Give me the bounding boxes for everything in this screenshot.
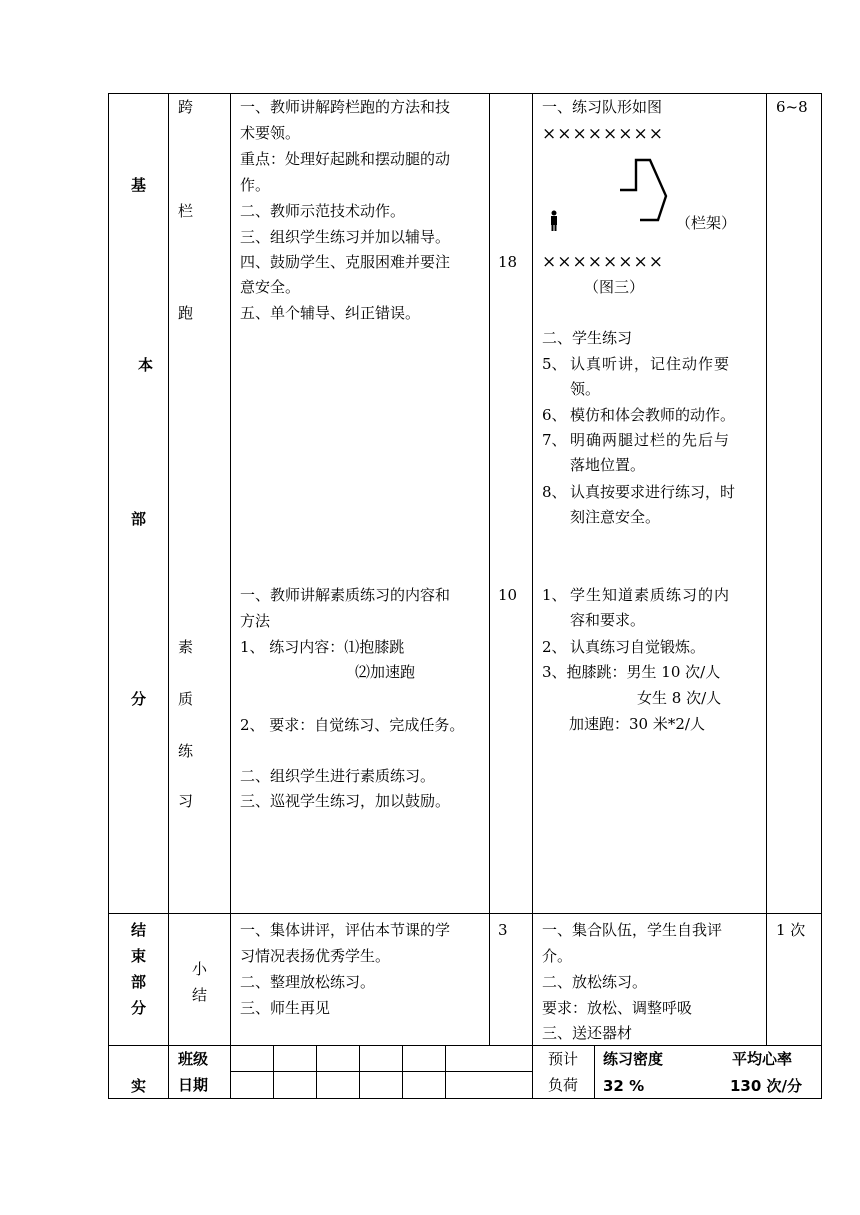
time-minutes: 3 (498, 921, 508, 939)
practice-title: 二、学生练习 (542, 329, 633, 347)
section-label-char: 分 (131, 690, 147, 708)
teacher-line: 三、师生再见 (240, 999, 331, 1017)
heart-rate-value: 130 次/分 (730, 1077, 803, 1095)
list-text: 认真听讲，记住动作要 (570, 355, 731, 373)
teacher-line: 二、整理放松练习。 (240, 973, 376, 991)
requirement: 2、 要求：自觉练习、完成任务。 (240, 716, 465, 734)
time-minutes: 10 (498, 586, 518, 604)
formation-crosses: ×××××××× (542, 252, 664, 272)
teacher-line: 意安全。 (240, 278, 301, 296)
teacher-line: 一、教师讲解跨栏跑的方法和技 (240, 98, 451, 116)
class-label: 班级 (178, 1050, 209, 1068)
teacher-line: 三、组织学生练习并加以辅导。 (240, 228, 451, 246)
footer-label: 实 (131, 1077, 147, 1095)
list-text: 刻注意安全。 (570, 508, 661, 526)
list-number: 6、 (542, 406, 567, 424)
hurdle-figure (612, 156, 676, 228)
teacher-line: 一、集体讲评，评估本节课的学 (240, 921, 451, 939)
teacher-line: 五、单个辅导、纠正错误。 (240, 304, 421, 322)
teacher-line: 二、组织学生进行素质练习。 (240, 767, 436, 785)
teacher-line: 四、鼓励学生、克服困难并要注 (240, 253, 451, 271)
content-item: ⑵加速跑 (355, 663, 416, 681)
section-label-char: 本 (138, 356, 154, 374)
teacher-line: 一、教师讲解素质练习的内容和 (240, 586, 451, 604)
figure-caption: （图三） (584, 278, 645, 296)
density-value: 32 % (603, 1077, 645, 1095)
teacher-line: 习情况表扬优秀学生。 (240, 947, 391, 965)
topic-char: 结 (192, 986, 208, 1004)
teacher-line: 方法 (240, 612, 271, 630)
list-number: 7、 (542, 431, 567, 449)
section-label-char: 基 (131, 176, 147, 194)
topic-char: 素 (178, 638, 194, 656)
topic-char: 跑 (178, 304, 194, 322)
date-label: 日期 (178, 1076, 209, 1094)
teacher-line: 三、巡视学生练习，加以鼓励。 (240, 792, 451, 810)
density-label: 练习密度 (603, 1050, 664, 1068)
section-label-char: 束 (131, 947, 147, 965)
time-minutes: 18 (498, 253, 518, 271)
section-label-char: 结 (131, 921, 147, 939)
teacher-line: 重点：处理好起跳和摆动腿的动 (240, 150, 451, 168)
list-text: 领。 (570, 380, 601, 398)
topic-char: 练 (178, 742, 194, 760)
student-line: 介。 (542, 947, 573, 965)
teacher-line: 术要领。 (240, 124, 301, 142)
list-text: 明确两腿过栏的先后与 (570, 431, 731, 449)
student-line: 一、集合队伍，学生自我评 (542, 921, 723, 939)
student-line: 三、送还器材 (542, 1024, 633, 1042)
formation-crosses: ×××××××× (542, 124, 664, 144)
hurdle-label: （栏架） (676, 214, 737, 232)
list-text: 认真按要求进行练习，时 (570, 483, 736, 501)
hug-jump-male: 3、抱膝跳：男生 10 次/人 (542, 663, 721, 681)
teacher-line: 作。 (240, 176, 271, 194)
topic-char: 习 (178, 792, 194, 810)
topic-char: 跨 (178, 98, 194, 116)
practice-count: 1 次 (776, 921, 806, 939)
list-text: 模仿和体会教师的动作。 (570, 406, 736, 424)
topic-char: 小 (192, 960, 208, 978)
practice-count: 6~8 (776, 98, 808, 116)
list-number: 2、 (542, 638, 567, 656)
topic-char: 栏 (178, 202, 194, 220)
hug-jump-female: 女生 8 次/人 (637, 689, 722, 707)
load-label: 负荷 (548, 1076, 579, 1094)
person-icon (549, 210, 559, 232)
heart-rate-label: 平均心率 (732, 1050, 793, 1068)
list-text: 容和要求。 (570, 611, 646, 629)
topic-char: 质 (178, 690, 194, 708)
list-text: 落地位置。 (570, 456, 646, 474)
section-label-char: 部 (131, 510, 147, 528)
student-line: 要求：放松、调整呼吸 (542, 999, 693, 1017)
content-label: 1、 练习内容：⑴抱膝跳 (240, 638, 405, 656)
load-label: 预计 (548, 1050, 579, 1068)
list-number: 1、 (542, 586, 567, 604)
section-label-char: 分 (131, 999, 147, 1017)
section-label-char: 部 (131, 973, 147, 991)
sprint: 加速跑：30 米*2/人 (569, 715, 705, 733)
student-line: 二、放松练习。 (542, 973, 648, 991)
teacher-line: 二、教师示范技术动作。 (240, 202, 406, 220)
list-number: 8、 (542, 483, 567, 501)
list-text: 学生知道素质练习的内 (570, 586, 731, 604)
list-text: 认真练习自觉锻炼。 (570, 638, 706, 656)
formation-title: 一、练习队形如图 (542, 98, 663, 116)
list-number: 5、 (542, 355, 567, 373)
